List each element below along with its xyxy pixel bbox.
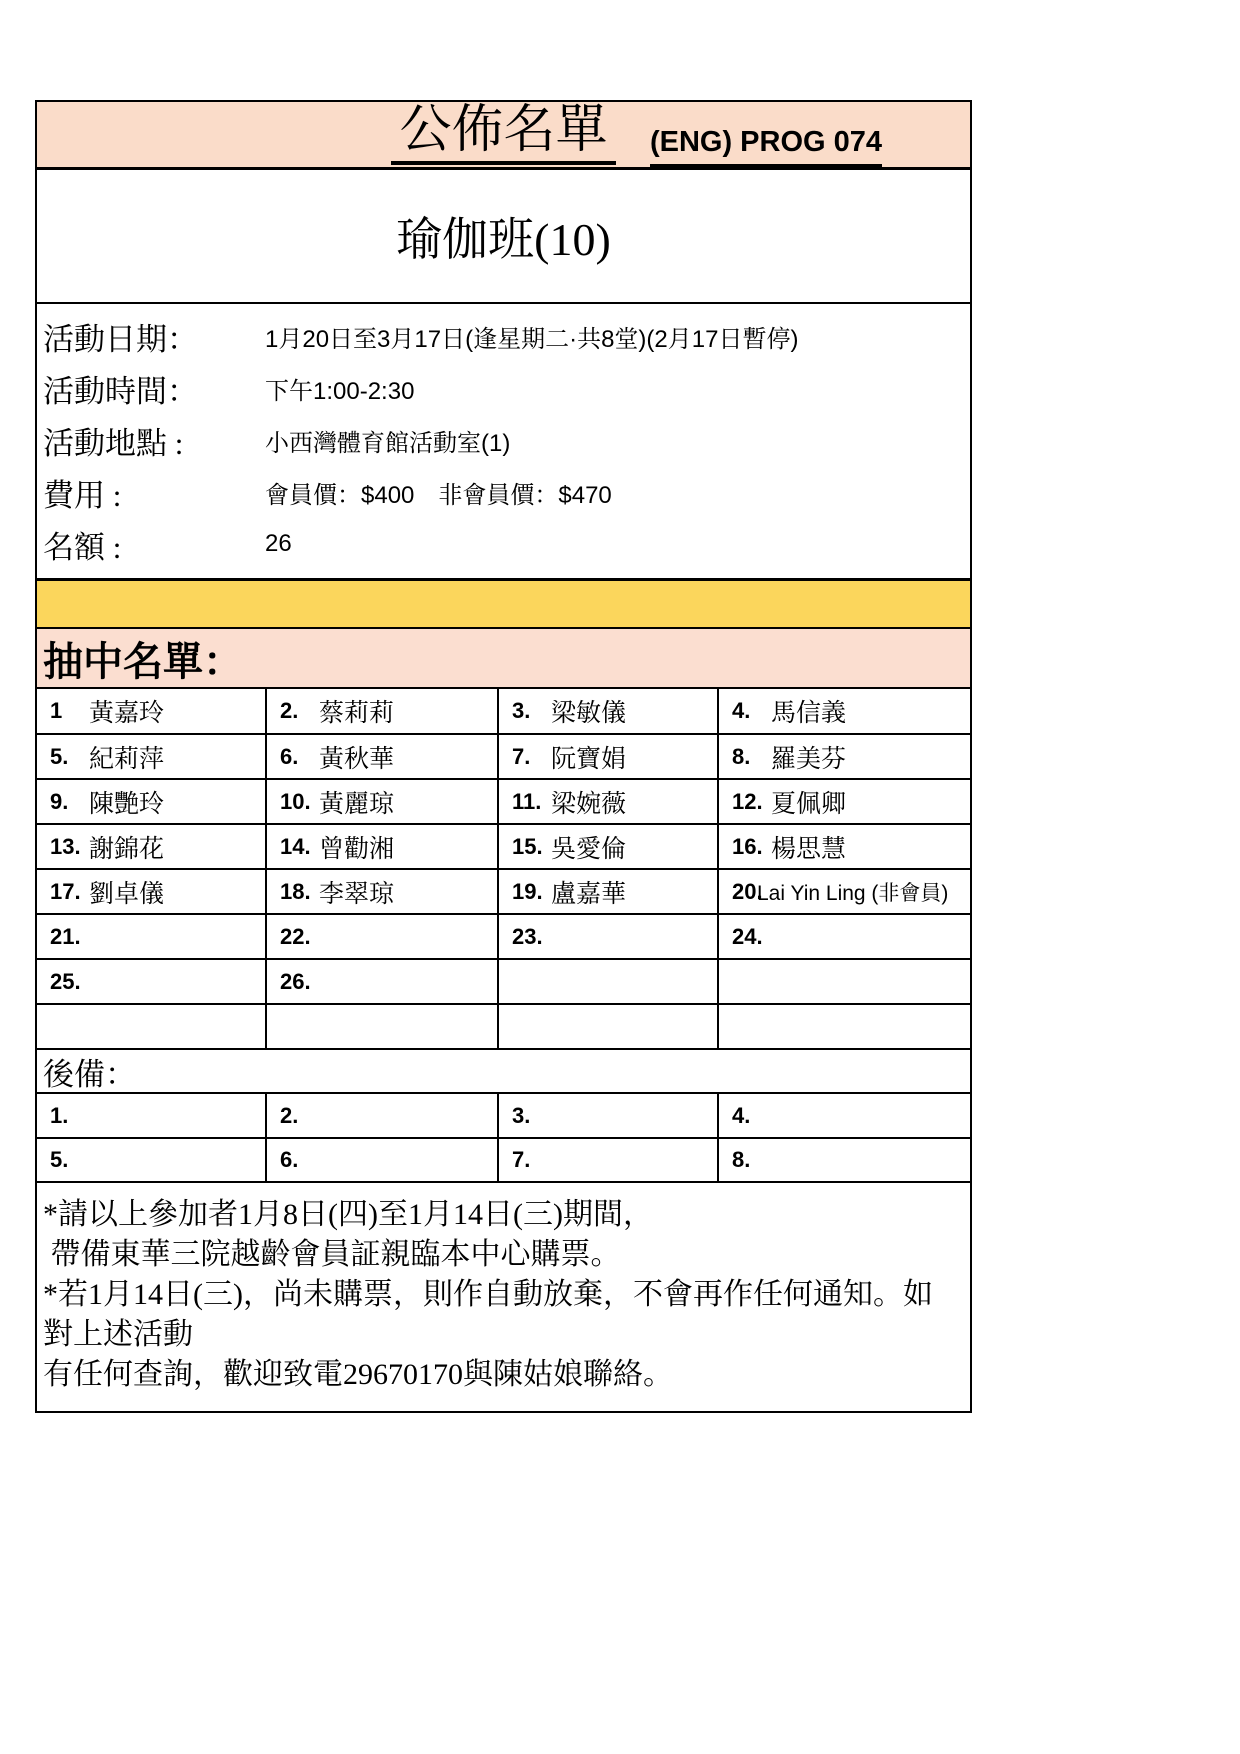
entry-number: 2.: [280, 698, 299, 723]
selected-cell: [266, 824, 498, 869]
entry-number: 4.: [732, 1102, 751, 1128]
entry-name: 黃麗琼: [319, 789, 395, 818]
entry-number: 25.: [50, 968, 81, 994]
note-line: *若1月14日(三)，尚未購票，則作自動放棄，不會再作任何通知。如對上述活動: [43, 1278, 933, 1351]
detail-value: 26: [265, 530, 292, 557]
detail-label: 活動時間：: [43, 373, 198, 409]
entry-number: 5.: [50, 1147, 69, 1172]
note-line: *請以上參加者1月8日(四)至1月14日(三)期間，: [43, 1198, 653, 1231]
backup-cell: [498, 1138, 718, 1182]
entry-name: 蔡莉莉: [319, 699, 395, 727]
selected-cell: [266, 959, 498, 1004]
table-row: [37, 1004, 970, 1049]
detail-label: 費用 :: [43, 477, 122, 513]
entry-number: 8.: [732, 743, 751, 769]
entry-name: 黃嘉玲: [89, 699, 165, 727]
selected-cell: [37, 1004, 266, 1049]
selected-cell: [37, 914, 266, 959]
backup-cell: [37, 1094, 266, 1138]
selected-cell: [37, 869, 266, 914]
selected-list-header: [37, 629, 970, 689]
entry-number: 17.: [50, 878, 81, 904]
detail-row-time: [37, 362, 970, 414]
entry-number: 14.: [280, 833, 311, 859]
selected-cell: [37, 959, 266, 1004]
entry-number: 26.: [280, 968, 311, 994]
backup-cell: [266, 1094, 498, 1138]
detail-value: 下午1:00-2:30: [265, 377, 415, 405]
table-row: [37, 734, 970, 779]
selected-list-table: [37, 689, 970, 1050]
selected-cell: [37, 779, 266, 824]
highlight-bar: [37, 581, 970, 629]
entry-name: 吳愛倫: [551, 834, 627, 863]
table-row: [37, 824, 970, 869]
table-row: [37, 869, 970, 914]
entry-number: 12.: [732, 788, 763, 814]
program-title-block: [37, 170, 970, 304]
selected-cell: [266, 914, 498, 959]
selected-cell: [718, 1004, 970, 1049]
program-code: (ENG) PROG 074: [650, 126, 882, 167]
selected-cell: [266, 689, 498, 734]
backup-list-heading: 後備：: [43, 1056, 136, 1092]
entry-number: 4.: [732, 698, 751, 723]
detail-label: 活動日期：: [43, 321, 198, 357]
selected-cell: [718, 914, 970, 959]
selected-list-heading: 抽中名單：: [43, 638, 243, 684]
entry-number: 19.: [512, 878, 543, 904]
selected-cell: [718, 959, 970, 1004]
selected-cell: [498, 869, 718, 914]
entry-name: 楊思慧: [771, 834, 847, 863]
backup-cell: [37, 1138, 266, 1182]
entry-name: 羅美芬: [771, 744, 847, 773]
entry-number: 21.: [50, 923, 81, 949]
selected-cell: [498, 914, 718, 959]
selected-cell: [498, 1004, 718, 1049]
selected-cell: [37, 689, 266, 734]
table-row: [37, 689, 970, 734]
entry-number: 16.: [732, 833, 763, 859]
entry-number: 8.: [732, 1147, 751, 1172]
entry-name: 阮寶娟: [551, 744, 627, 773]
detail-value: 會員價：$400 非會員價：$470: [265, 481, 612, 509]
selected-cell: [266, 779, 498, 824]
entry-number: 20.: [732, 878, 763, 904]
table-row: [37, 1138, 970, 1182]
entry-number: 22.: [280, 923, 311, 949]
page-title: 公佈名單: [391, 105, 615, 165]
entry-name: 黃秋華: [319, 744, 395, 773]
backup-cell: [498, 1094, 718, 1138]
entry-number: 9.: [50, 788, 69, 814]
entry-number: 1: [50, 698, 63, 723]
entry-name: 陳艷玲: [89, 789, 165, 818]
entry-number: 3.: [512, 698, 531, 723]
entry-name: 梁婉薇: [551, 789, 627, 818]
entry-name: 紀莉萍: [89, 744, 165, 773]
selected-cell: [37, 734, 266, 779]
entry-number: 7.: [512, 743, 531, 769]
detail-value: 1月20日至3月17日(逢星期二·共8堂)(2月17日暫停): [265, 325, 799, 353]
selected-cell: [718, 734, 970, 779]
detail-row-date: [37, 310, 970, 362]
note-line: 帶備東華三院越齡會員証親臨本中心購票。: [43, 1238, 621, 1271]
table-row: [37, 1094, 970, 1138]
entry-number: 1.: [50, 1102, 69, 1128]
entry-name: 馬信義: [771, 699, 847, 727]
entry-number: 2.: [280, 1102, 299, 1128]
backup-cell: [718, 1094, 970, 1138]
footer-notes: [37, 1183, 970, 1411]
entry-name: 梁敏儀: [551, 699, 627, 727]
entry-number: 3.: [512, 1102, 531, 1128]
announcement-document: [35, 100, 972, 1413]
entry-number: 23.: [512, 923, 543, 949]
entry-number: 11.: [512, 788, 542, 814]
entry-name: 曾勸湘: [319, 834, 395, 863]
selected-cell: [498, 689, 718, 734]
selected-cell: [266, 734, 498, 779]
note-line: 有任何查詢，歡迎致電29670170與陳姑娘聯絡。: [43, 1358, 673, 1391]
selected-cell: [498, 734, 718, 779]
entry-number: 24.: [732, 923, 763, 949]
selected-cell: [266, 869, 498, 914]
entry-number: 15.: [512, 833, 543, 859]
selected-cell: [718, 869, 970, 914]
entry-name: 劉卓儀: [89, 879, 165, 908]
detail-label: 活動地點 :: [43, 425, 184, 461]
table-row: [37, 779, 970, 824]
selected-cell: [498, 824, 718, 869]
activity-details: [37, 304, 970, 581]
backup-list-header: [37, 1050, 970, 1094]
table-row: [37, 914, 970, 959]
entry-number: 10.: [280, 788, 311, 814]
detail-row-venue: [37, 414, 970, 466]
selected-cell: [498, 959, 718, 1004]
selected-cell: [37, 824, 266, 869]
program-title: 瑜伽班(10): [396, 214, 611, 265]
entry-name: 李翠琼: [319, 879, 395, 908]
backup-list-table: [37, 1094, 970, 1183]
header-band: [37, 102, 970, 170]
selected-cell: [718, 824, 970, 869]
entry-number: 18.: [280, 878, 311, 904]
backup-cell: [718, 1138, 970, 1182]
selected-cell: [498, 779, 718, 824]
entry-number: 5.: [50, 743, 69, 769]
entry-name: 夏佩卿: [771, 789, 847, 818]
detail-row-fee: [37, 466, 970, 518]
entry-name: Lai Yin Ling (非會員): [757, 881, 949, 905]
backup-cell: [266, 1138, 498, 1182]
detail-label: 名額 :: [43, 529, 122, 565]
table-row: [37, 959, 970, 1004]
entry-number: 6.: [280, 1147, 299, 1172]
entry-number: 13.: [50, 833, 81, 859]
selected-cell: [718, 779, 970, 824]
detail-row-quota: [37, 518, 970, 570]
selected-cell: [266, 1004, 498, 1049]
entry-number: 6.: [280, 743, 299, 769]
detail-value: 小西灣體育館活動室(1): [265, 429, 511, 457]
entry-name: 盧嘉華: [551, 879, 627, 908]
entry-number: 7.: [512, 1147, 531, 1172]
entry-name: 謝錦花: [89, 834, 165, 863]
selected-cell: [718, 689, 970, 734]
